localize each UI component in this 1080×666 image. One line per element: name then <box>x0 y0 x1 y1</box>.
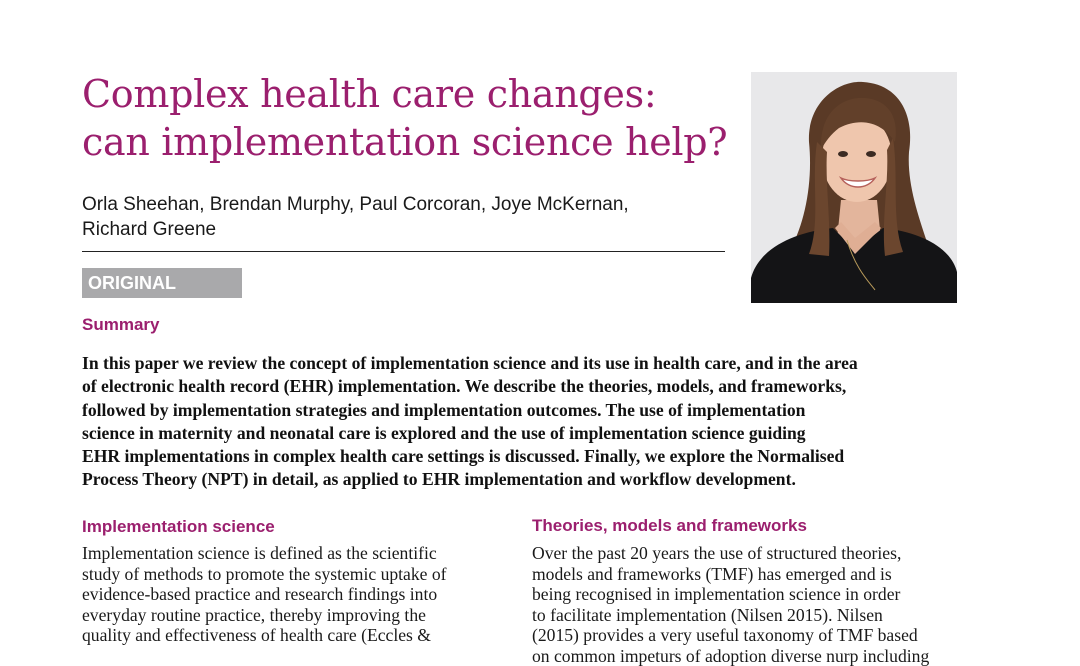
author-list <box>82 192 722 242</box>
title-line-1: Complex health care changes: <box>82 70 742 118</box>
section-badge: ORIGINAL <box>82 268 242 298</box>
author-photo <box>751 72 957 303</box>
body-line: (2015) provides a very useful taxonomy of TMF based <box>532 625 972 646</box>
abstract-line: followed by implementation strategies and implementation outcomes. The use of implementation <box>82 399 982 422</box>
body-line: to facilitate implementation (Nilsen 2015). Nilsen <box>532 605 972 626</box>
author-line-2: Richard Greene <box>82 217 722 242</box>
abstract-line: In this paper we review the concept of implementation science and its use in health care, and in the area <box>82 352 982 375</box>
abstract-line: EHR implementations in complex health care settings is discussed. Finally, we explore the Normalised <box>82 445 982 468</box>
abstract-line: of electronic health record (EHR) implementation. We describe the theories, models, and frameworks, <box>82 375 982 398</box>
abstract-line: science in maternity and neonatal care is explored and the use of implementation science guiding <box>82 422 982 445</box>
section-body-implementation-science <box>82 543 522 646</box>
abstract-text <box>82 352 982 492</box>
body-line: models and frameworks (TMF) has emerged and is <box>532 564 972 585</box>
body-line: Implementation science is defined as the scientific <box>82 543 522 564</box>
title-line-2: can implementation science help? <box>82 118 742 166</box>
header-divider <box>82 251 725 252</box>
body-line: everyday routine practice, thereby improving the <box>82 605 522 626</box>
section-heading-implementation-science: Implementation science <box>82 516 275 538</box>
body-line: being recognised in implementation science in order <box>532 584 972 605</box>
article-title <box>82 70 742 166</box>
body-line: study of methods to promote the systemic uptake of <box>82 564 522 585</box>
body-line: quality and effectiveness of health care (Eccles & <box>82 625 522 646</box>
body-line: on common impeturs of adoption diverse nurp including <box>532 646 972 666</box>
section-heading-theories-models-frameworks: Theories, models and frameworks <box>532 515 807 537</box>
body-line: evidence-based practice and research findings into <box>82 584 522 605</box>
abstract-line: Process Theory (NPT) in detail, as applied to EHR implementation and workflow development. <box>82 468 982 491</box>
section-body-theories-models-frameworks <box>532 543 972 666</box>
summary-heading: Summary <box>82 314 159 336</box>
body-line: Over the past 20 years the use of structured theories, <box>532 543 972 564</box>
author-line-1: Orla Sheehan, Brendan Murphy, Paul Corcoran, Joye McKernan, <box>82 192 722 217</box>
